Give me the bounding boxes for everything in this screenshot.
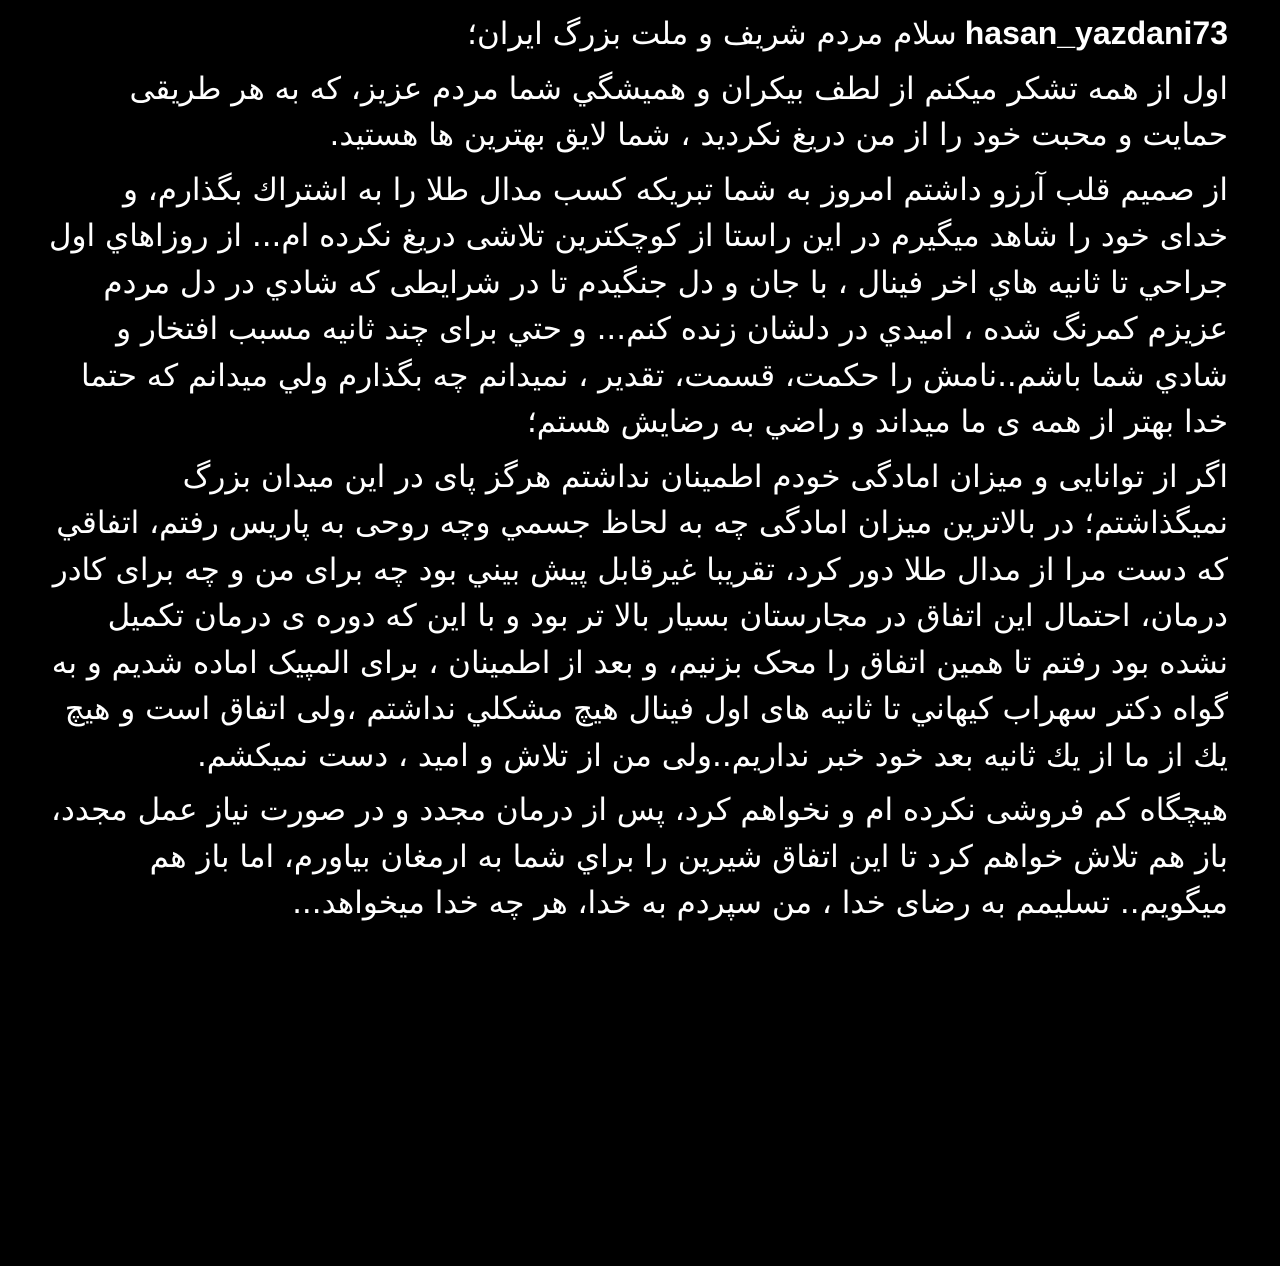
caption-paragraph-2: از صمیم قلب آرزو داشتم امروز به شما تبریکه کسب مدال طلا را به اشتراك بگذارم، و خدای خود را شاهد میگیرم در این راستا از کوچکترین تلاشی دریغ نکرده ام... از روزاهاي اول جراحي تا ثانیه هاي اخر فینال ، با جان و دل جنگیدم تا در شرایطی که شادي در دل مردم عزیزم کمرنگ شده ، امیدي در دلشان زنده کنم... و حتي برای چند ثانیه مسبب افتخار و شادي شما باشم..نامش را حکمت، قسمت، تقدیر ، نمیدانم چه بگذارم ولي میدانم که حتما خدا بهتر از همه ی ما میداند و راضي به رضایش هستم؛ — [49, 171, 1228, 440]
caption-paragraph-4: هیچگاه کم فروشی نکرده ام و نخواهم کرد، پس از درمان مجدد و در صورت نیاز عمل مجدد، باز هم تلاش خواهم کرد تا این اتفاق شیرین را براي شما به ارمغان بیاورم، اما باز هم میگویم.. تسلیمم به رضای خدا ، من سپردم به خدا، هر چه خدا میخواهد... — [51, 792, 1228, 921]
caption-paragraph-3: اگر از توانایی و میزان امادگی خودم اطمینان نداشتم هرگز پای در این میدان بزرگ نمیگذاشتم؛ در بالاترین میزان امادگی چه به لحاظ جسمي وچه روحی به پاریس رفتم، اتفاقي که دست مرا از مدال طلا دور کرد، تقریبا غیرقابل پیش بیني بود چه برای من و چه برای کادر درمان، احتمال این اتفاق در مجارستان بسیار بالا تر بود و با این که دوره ی درمان تکمیل نشده بود رفتم تا همین اتفاق را محک بزنیم، و بعد از اطمینان ، برای المپیک اماده شدیم و به گواه دکتر سهراب کیهاني تا ثانیه های اول فینال هیچ مشکلي نداشتم ،ولی اتفاق است و هیچ یك از ما از یك ثانیه بعد خود خبر نداریم..ولی من از تلاش و امید ، دست نمیکشم. — [51, 458, 1228, 774]
greeting-text: سلام مردم شریف و ملت بزرگ ایران؛ — [467, 16, 957, 52]
username-link[interactable]: hasan_yazdani73 — [964, 15, 1228, 51]
caption-first-line — [48, 10, 1228, 58]
caption-paragraph-1: اول از همه تشکر میکنم از لطف بیکران و همیشگي شما مردم عزیز، که به هر طریقی حمایت و محبت خود را از من دریغ نکردید ، شما لایق بهترین ها هستید. — [129, 70, 1228, 153]
post-caption — [48, 10, 1228, 935]
